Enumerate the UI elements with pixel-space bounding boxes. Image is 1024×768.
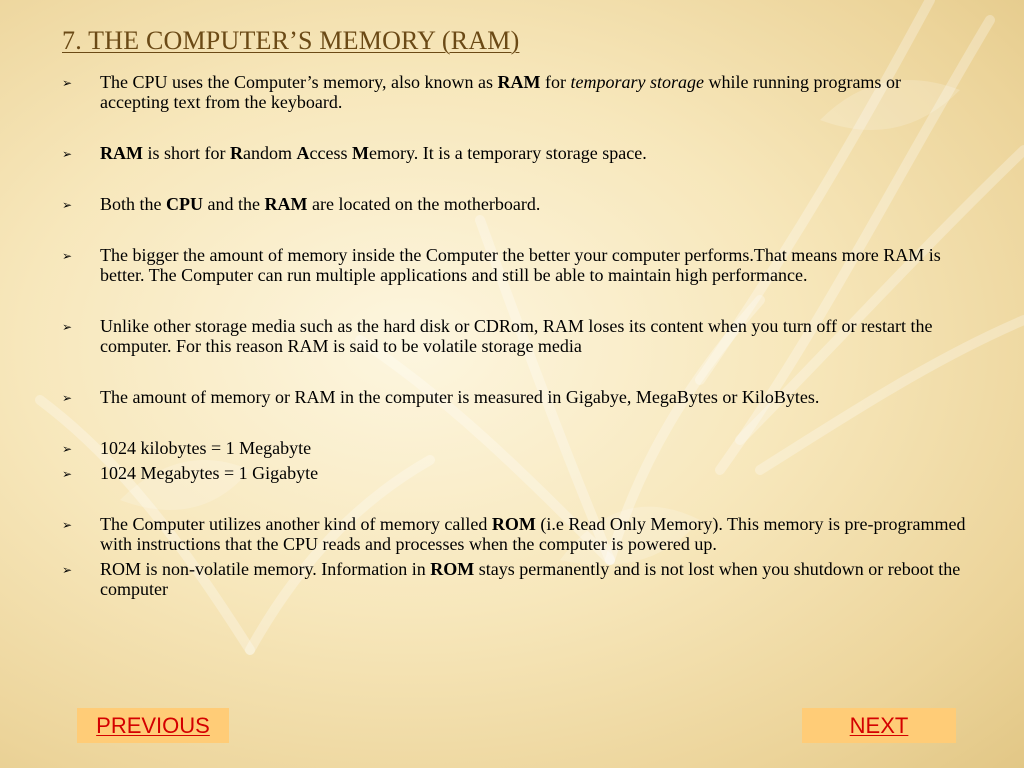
bullet-text: The bigger the amount of memory inside the Computer the better your computer performs.That means more RAM is better. The Computer can run multiple applications and still be able to maintain high performance.: [100, 245, 941, 285]
bullet-text: 1024 kilobytes = 1 Megabyte: [100, 438, 312, 458]
chevron-right-icon: ➢: [62, 467, 73, 481]
bullet-item: [62, 245, 972, 285]
chevron-right-icon: ➢: [62, 249, 73, 263]
bullet-item: [62, 72, 972, 112]
bullet-text: Unlike other storage media such as the hard disk or CDRom, RAM loses its content when you turn off or restart the computer. For this reason RAM is said to be volatile storage media: [100, 316, 933, 356]
chevron-right-icon: ➢: [62, 563, 73, 577]
previous-button[interactable]: PREVIOUS: [77, 708, 229, 743]
bullet-list: [62, 72, 972, 599]
bullet-text: 1024 Megabytes = 1 Gigabyte: [100, 463, 319, 483]
bullet-item: [62, 514, 972, 554]
bullet-text: The CPU uses the Computer’s memory, also known as RAM for temporary storage while running programs or accepting text from the keyboard.: [100, 72, 901, 112]
bullet-text: ROM is non-volatile memory. Information in ROM stays permanently and is not lost when you shutdown or reboot the computer: [100, 559, 961, 599]
bullet-item: [62, 316, 972, 356]
chevron-right-icon: ➢: [62, 320, 73, 334]
chevron-right-icon: ➢: [62, 198, 73, 212]
chevron-right-icon: ➢: [62, 391, 73, 405]
bullet-text: RAM is short for Random Access Memory. It is a temporary storage space.: [100, 143, 647, 163]
bullet-text: The amount of memory or RAM in the computer is measured in Gigabye, MegaBytes or KiloBytes.: [100, 387, 820, 407]
bullet-item: [62, 194, 972, 214]
chevron-right-icon: ➢: [62, 76, 73, 90]
chevron-right-icon: ➢: [62, 518, 73, 532]
chevron-right-icon: ➢: [62, 442, 73, 456]
bullet-text: Both the CPU and the RAM are located on the motherboard.: [100, 194, 541, 214]
bullet-item: [62, 463, 972, 483]
next-button[interactable]: NEXT: [802, 708, 956, 743]
bullet-text: The Computer utilizes another kind of memory called ROM (i.e Read Only Memory). This memory is pre-programmed with instructions that the CPU reads and processes when the computer is powered up.: [100, 514, 966, 554]
bullet-item: [62, 387, 972, 407]
bullet-item: [62, 143, 972, 163]
chevron-right-icon: ➢: [62, 147, 73, 161]
bullet-item: [62, 438, 972, 458]
slide-title: 7. THE COMPUTER’S MEMORY (RAM): [62, 26, 520, 55]
bullet-item: [62, 559, 972, 599]
